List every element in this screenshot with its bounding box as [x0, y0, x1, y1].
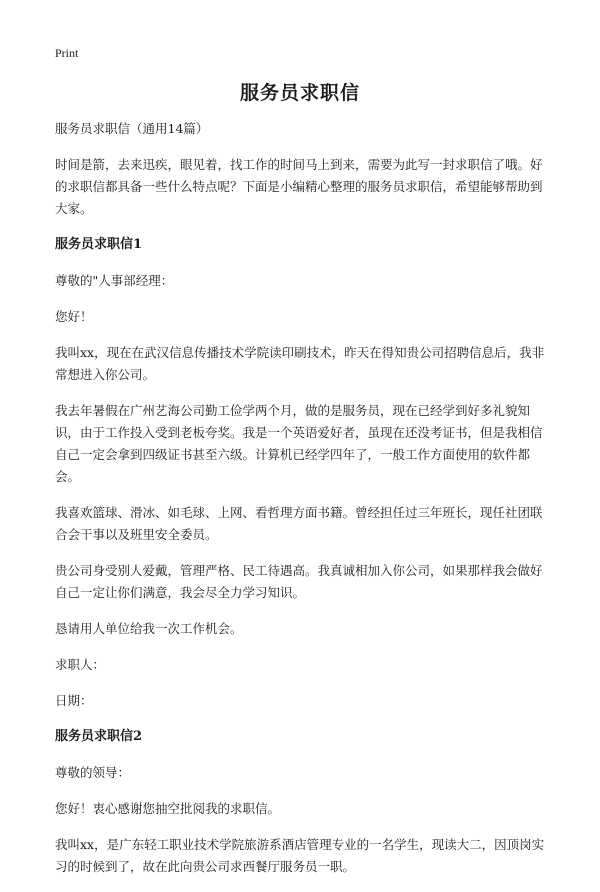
letter1-salutation: 尊敬的"人事部经理： — [55, 273, 174, 288]
letter1-paragraph-3: 我喜欢篮球、滑冰、如毛球、上网、看哲理方面书籍。曾经担任过三年班长，现任社团联合会干事以及班里安全委员。 — [55, 505, 543, 542]
page-title: 服务员求职信 — [239, 82, 360, 104]
letter2-greeting: 您好！衷心感谢您抽空批阅我的求职信。 — [55, 801, 281, 816]
letter1-paragraph-1: 我叫xx，现在在武汉信息传播技术学院读印刷技术，昨天在得知贵公司招聘信息后，我非常想进入你公司。 — [55, 345, 545, 382]
letter1-paragraph-2: 我去年暑假在广州艺海公司勤工俭学两个月，做的是服务员，现在已经学到好多礼貌知识，由于工作投入受到老板夸奖。我是一个英语爱好者，虽现在还没考证书，但是我相信自己一定会拿到四级证书甚至六级。计算机已经学四年了，一般工作方面使用的软件都会。 — [55, 403, 543, 484]
letter1-paragraph-5: 恳请用人单位给我一次工作机会。 — [55, 621, 243, 636]
print-link[interactable]: Print — [55, 46, 79, 60]
letter1-greeting: 您好！ — [55, 309, 93, 324]
document-subtitle: 服务员求职信（通用14篇） — [55, 121, 209, 136]
letter1-heading: 服务员求职信1 — [55, 237, 143, 252]
letter1-date: 日期： — [55, 693, 93, 708]
letter1-paragraph-4: 贵公司身受别人爱戴，管理严格、民工待遇高。我真诚相加入你公司，如果那样我会做好自己一定让你们满意，我会尽全力学习知识。 — [55, 563, 543, 600]
intro-paragraph: 时间是箭，去来迅疾，眼见着，找工作的时间马上到来，需要为此写一封求职信了哦。好的求职信都具备一些什么特点呢？下面是小编精心整理的服务员求职信，希望能够帮助到大家。 — [55, 157, 543, 216]
document-body — [55, 118, 550, 892]
letter2-paragraph-1: 我叫xx，是广东轻工职业技术学院旅游系酒店管理专业的一名学生，现读大二，因顶岗实习的时候到了，故在此向贵公司求西餐厅服务员一职。 — [55, 837, 545, 874]
letter2-heading: 服务员求职信2 — [55, 729, 143, 744]
letter2-salutation: 尊敬的领导： — [55, 765, 131, 780]
letter1-applicant: 求职人： — [55, 657, 106, 672]
